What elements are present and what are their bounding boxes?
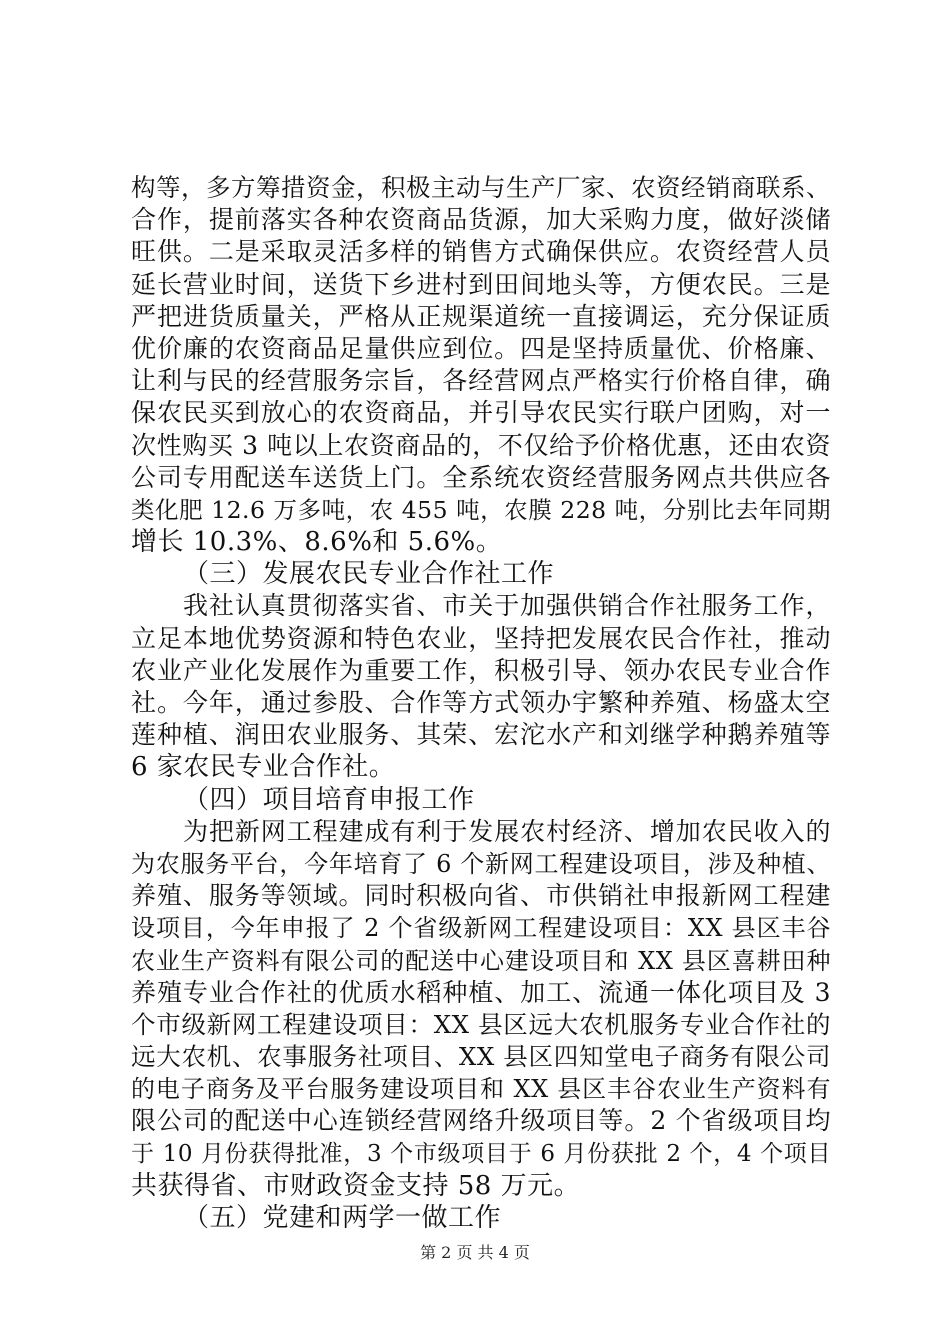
text-line: 远大农机、农事服务社项目、XX 县区四知堂电子商务有限公司 xyxy=(131,1042,831,1072)
section-heading: （四）项目培育申报工作 xyxy=(183,784,475,815)
text-line: 6 家农民专业合作社。 xyxy=(131,752,396,783)
text-line: 增长 10.3%、8.6%和 5.6%。 xyxy=(131,527,503,558)
section-heading: （三）发展农民专业合作社工作 xyxy=(183,559,555,590)
text-line: 养殖、服务等领域。同时积极向省、市供销社申报新网工程建 xyxy=(131,881,831,911)
text-line: 合作，提前落实各种农资商品货源，加大采购力度，做好淡储 xyxy=(131,205,831,235)
text-line: 保农民买到放心的农资商品，并引导农民实行联户团购，对一 xyxy=(131,398,831,428)
text-line: 让利与民的经营服务宗旨，各经营网点严格实行价格自律，确 xyxy=(131,366,831,396)
text-line: 限公司的配送中心连锁经营网络升级项目等。2 个省级项目均 xyxy=(131,1106,831,1136)
section-heading: （五）党建和两学一做工作 xyxy=(183,1203,502,1233)
text-line: 农业生产资料有限公司的配送中心建设项目和 XX 县区喜耕田种 xyxy=(131,946,831,975)
text-line: 莲种植、润田农业服务、其荣、宏沱水产和刘继学种鹅养殖等 xyxy=(131,720,831,750)
text-line: 共获得省、市财政资金支持 58 万元。 xyxy=(131,1170,581,1201)
text-line: 设项目，今年申报了 2 个省级新网工程建设项目：XX 县区丰谷 xyxy=(131,914,831,943)
text-line: 构等，多方筹措资金，积极主动与生产厂家、农资经销商联系、 xyxy=(131,173,831,202)
text-line: 为把新网工程建成有利于发展农村经济、增加农民收入的 xyxy=(183,816,831,846)
text-line: 立足本地优势资源和特色农业，坚持把发展农民合作社，推动 xyxy=(131,623,831,653)
text-line: 次性购买 3 吨以上农资商品的，不仅给予价格优惠，还由农资 xyxy=(131,430,831,460)
text-line: 养殖专业合作社的优质水稻种植、加工、流通一体化项目及 3 xyxy=(131,977,831,1007)
text-line: 的电子商务及平台服务建设项目和 XX 县区丰谷农业生产资料有 xyxy=(131,1075,831,1104)
text-line: 于 10 月份获得批准，3 个市级项目于 6 月份获批 2 个，4 个项目 xyxy=(131,1140,831,1167)
document-body xyxy=(131,172,831,1234)
text-line: 公司专用配送车送货上门。全系统农资经营服务网点共供应各 xyxy=(131,462,831,492)
text-line: 类化肥 12.6 万多吨，农 455 吨，农膜 228 吨，分别比去年同期 xyxy=(131,495,831,524)
text-line: 优价廉的农资商品足量供应到位。四是坚持质量优、价格廉、 xyxy=(131,333,831,363)
text-line: 农业产业化发展作为重要工作，积极引导、领办农民专业合作 xyxy=(131,655,831,685)
text-line: 为农服务平台，今年培育了 6 个新网工程建设项目，涉及种植、 xyxy=(131,849,831,878)
text-line: 旺供。二是采取灵活多样的销售方式确保供应。农资经营人员 xyxy=(131,237,831,267)
text-line: 个市级新网工程建设项目：XX 县区远大农机服务专业合作社的 xyxy=(131,1009,831,1039)
text-line: 我社认真贯彻落实省、市关于加强供销合作社服务工作， xyxy=(183,591,831,621)
page-number-footer: 第 2 页 共 4 页 xyxy=(420,1243,530,1262)
text-line: 延长营业时间，送货下乡进村到田间地头等，方便农民。三是 xyxy=(131,269,831,299)
text-line: 严把进货质量关，严格从正规渠道统一直接调运，充分保证质 xyxy=(131,301,831,331)
text-line: 社。今年，通过参股、合作等方式领办宇繁种养殖、杨盛太空 xyxy=(131,688,831,717)
